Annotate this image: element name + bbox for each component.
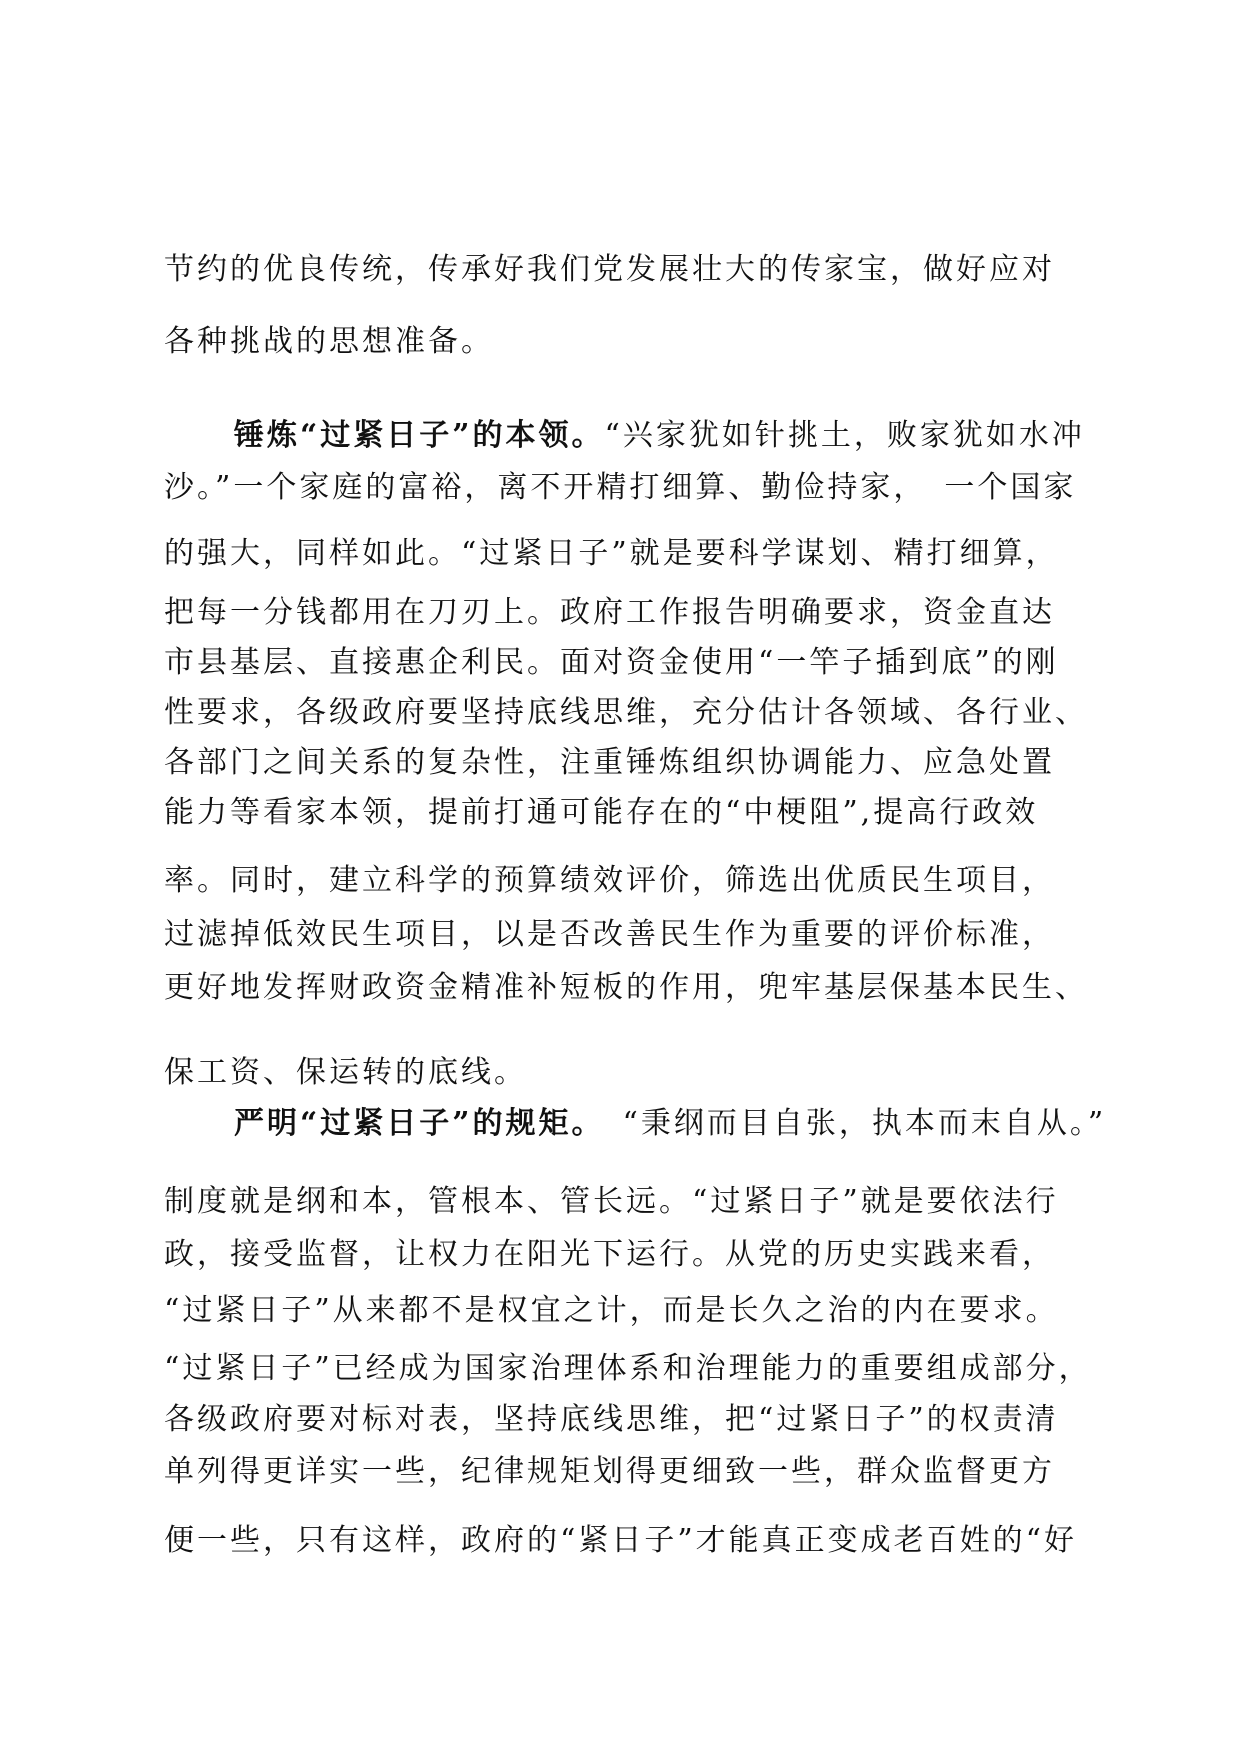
- line-text: 能力等看家本领，提前打通可能存在的“中梗阻”,提高行政效: [164, 795, 1039, 830]
- text-line: [164, 1452, 1094, 1492]
- paragraph-first-line: [234, 1104, 1107, 1144]
- line-text: 率。同时，建立科学的预算绩效评价，筛选出优质民生项目，: [164, 863, 1055, 898]
- text-line: [164, 915, 1094, 955]
- line-text: 各种挑战的思想准备。: [164, 324, 494, 359]
- line-text: 的强大，同样如此。“过紧日子”就是要科学谋划、精打细算，: [164, 536, 1059, 571]
- paragraph-heading: 严明“过紧日子”的规矩。: [234, 1106, 605, 1141]
- text-line: [164, 1182, 1094, 1222]
- line-text: 单列得更详实一些，纪律规矩划得更细致一些，群众监督更方: [164, 1454, 1055, 1489]
- line-text: 更好地发挥财政资金精准补短板的作用，兜牢基层保基本民生、: [164, 970, 1088, 1005]
- text-line: [164, 793, 1094, 833]
- paragraph-first-line: [234, 416, 1094, 456]
- line-text: 制度就是纲和本，管根本、管长远。“过紧日子”就是要依法行: [164, 1184, 1059, 1219]
- text-line: [164, 593, 1094, 633]
- paragraph-heading: 锤炼“过紧日子”的本领。: [234, 418, 605, 453]
- text-line: [164, 693, 1094, 733]
- line-text: 各部门之间关系的复杂性，注重锤炼组织协调能力、应急处置: [164, 745, 1055, 780]
- text-line: [164, 1053, 1094, 1093]
- text-line: [164, 968, 1094, 1008]
- line-text: 市县基层、直接惠企利民。面对资金使用“一竿子插到底”的刚: [164, 645, 1059, 680]
- line-text: 性要求，各级政府要坚持底线思维，充分估计各领域、各行业、: [164, 695, 1088, 730]
- line-text: 便一些，只有这样，政府的“紧日子”才能真正变成老百姓的“好: [164, 1523, 1078, 1558]
- text-line: [164, 1349, 1094, 1389]
- line-text: “秉纲而目自张，执本而末自从。”: [622, 1106, 1107, 1141]
- line-text: 过滤掉低效民生项目，以是否改善民生作为重要的评价标准，: [164, 917, 1055, 952]
- text-line: [164, 861, 1094, 901]
- text-line: [164, 1291, 1094, 1331]
- text-line: [164, 1400, 1094, 1440]
- line-text: 各级政府要对标对表，坚持底线思维，把“过紧日子”的权责清: [164, 1402, 1059, 1437]
- text-line: [164, 534, 1094, 574]
- text-line: [164, 250, 1094, 290]
- line-text: 政，接受监督，让权力在阳光下运行。从党的历史实践来看，: [164, 1237, 1055, 1272]
- line-text: 保工资、保运转的底线。: [164, 1055, 527, 1090]
- text-line: [164, 322, 1094, 362]
- line-text: 沙。”一个家庭的富裕，离不开精打细算、勤俭持家， 一个国家: [164, 470, 1077, 505]
- line-text: “兴家犹如针挑土，败家犹如水冲: [604, 418, 1085, 453]
- line-text: 把每一分钱都用在刀刃上。政府工作报告明确要求，资金直达: [164, 595, 1055, 630]
- text-line: [164, 743, 1094, 783]
- text-line: [164, 643, 1094, 683]
- text-line: [164, 1521, 1094, 1561]
- line-text: “过紧日子”从来都不是权宜之计，而是长久之治的内在要求。: [164, 1293, 1059, 1328]
- text-line: [164, 1235, 1094, 1275]
- line-text: 节约的优良传统，传承好我们党发展壮大的传家宝，做好应对: [164, 252, 1055, 287]
- line-text: “过紧日子”已经成为国家治理体系和治理能力的重要组成部分，: [164, 1351, 1092, 1386]
- text-line: [164, 468, 1094, 508]
